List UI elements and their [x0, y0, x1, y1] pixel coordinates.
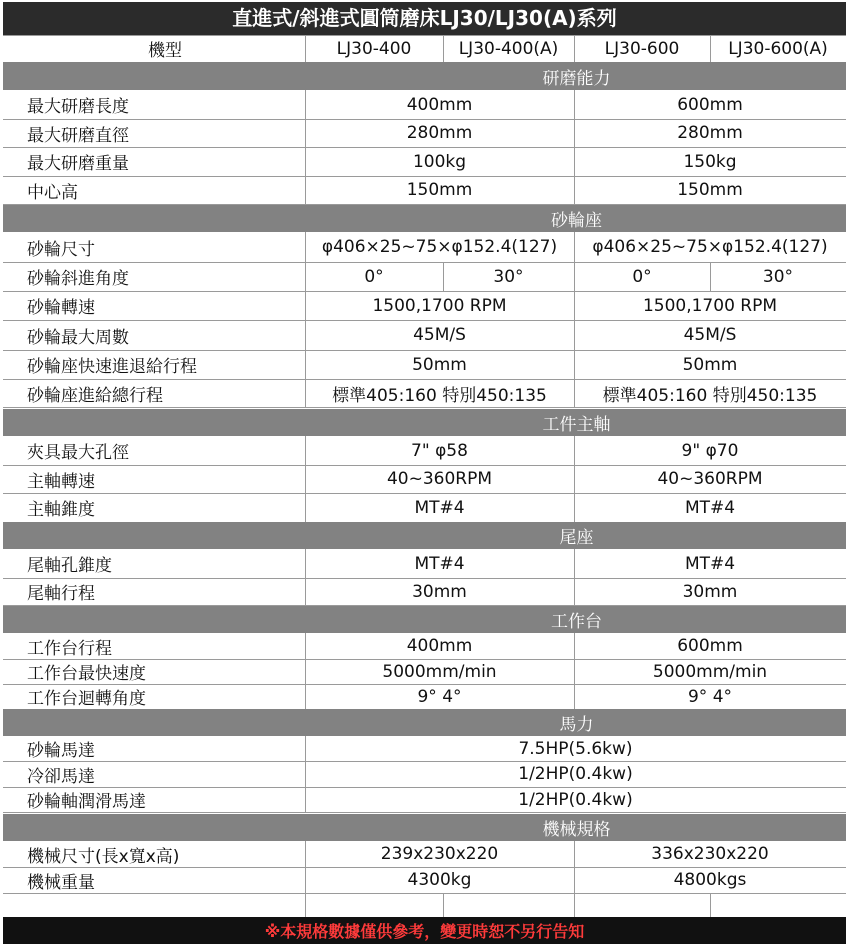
column-divider: [305, 684, 306, 709]
column-divider: [574, 465, 575, 493]
spec-label: 主軸錐度: [27, 500, 95, 520]
column-divider: [574, 147, 575, 176]
spec-value: 1/2HP(0.4kw): [518, 789, 633, 810]
column-divider: [574, 176, 575, 204]
spec-value: 0°: [364, 266, 384, 287]
spec-value-right: 9" φ70: [681, 440, 739, 461]
column-divider: [305, 841, 306, 867]
column-divider: [305, 176, 306, 204]
spec-value-right: 標準405:160 特別450:135: [602, 385, 818, 406]
column-divider: [305, 147, 306, 176]
spec-label: 機械重量: [27, 872, 95, 893]
spec-label: 最大研磨重量: [27, 154, 129, 174]
spec-value-left: 30mm: [412, 581, 467, 602]
spec-value-left: 4300kg: [407, 870, 472, 890]
column-divider: [574, 659, 575, 684]
disclaimer-footer: [3, 917, 846, 944]
disclaimer-text: ※本規格數據僅供參考，變更時恕不另行告知: [264, 922, 585, 941]
page-title: 直進式/斜進式圓筒磨床LJ30/LJ30(A)系列: [3, 2, 846, 35]
spec-value-left: 400mm: [406, 94, 473, 115]
spec-label: [27, 893, 303, 917]
spec-value-left: MT#4: [414, 497, 465, 518]
section-header: [3, 409, 846, 436]
model-name: LJ30-400(A): [458, 38, 559, 59]
column-divider: [574, 893, 575, 917]
spec-value: 1/2HP(0.4kw): [518, 764, 633, 784]
spec-value-left: 1500,1700 RPM: [372, 295, 507, 316]
spec-value: 0°: [632, 266, 652, 287]
spec-value-left: 100kg: [412, 151, 467, 172]
spec-value-right: φ406×25~75×φ152.4(127): [592, 237, 828, 257]
spec-value: 30°: [762, 266, 794, 287]
column-divider: [305, 379, 306, 407]
column-divider: [305, 578, 306, 605]
section-title: 砂輪座: [551, 211, 602, 231]
section-title: 工作台: [551, 612, 602, 632]
column-divider: [305, 90, 306, 119]
section-title: 工件主軸: [542, 415, 611, 435]
spec-value: [574, 893, 710, 917]
column-divider: [710, 893, 711, 917]
spec-value: 30°: [493, 266, 524, 287]
column-divider: [574, 684, 575, 709]
spec-label: 工作台迴轉角度: [27, 689, 146, 709]
column-divider: [574, 578, 575, 605]
spec-label: 砂輪尺寸: [27, 239, 95, 260]
spec-value-left: φ406×25~75×φ152.4(127): [321, 237, 558, 257]
spec-value-left: 9° 4°: [417, 686, 462, 707]
section-header: [3, 205, 846, 232]
column-divider: [305, 633, 306, 659]
row-divider: [3, 407, 846, 408]
section-title: 馬力: [559, 715, 594, 735]
column-divider: [574, 291, 575, 320]
spec-label: 砂輪馬達: [27, 741, 95, 761]
column-divider: [305, 436, 306, 465]
spec-label: 工作台行程: [27, 638, 112, 659]
spec-value-right: 150kg: [683, 151, 737, 172]
column-divider: [305, 659, 306, 684]
column-divider: [305, 736, 306, 761]
header-label: 機型: [148, 41, 182, 61]
section-header: [3, 522, 846, 549]
column-divider: [574, 320, 575, 350]
column-divider: [305, 761, 306, 787]
spec-label: 砂輪最大周數: [27, 327, 129, 348]
spec-label: 砂輪斜進角度: [27, 269, 129, 289]
spec-label: 最大研磨長度: [27, 97, 129, 117]
spec-value-right: 4800kgs: [673, 870, 747, 890]
spec-value: [305, 893, 443, 917]
spec-label: 砂輪轉速: [27, 298, 95, 318]
column-divider: [574, 549, 575, 578]
spec-label: 砂輪座進給總行程: [27, 385, 163, 406]
spec-value: 7.5HP(5.6kw): [518, 738, 633, 759]
spec-value: [443, 893, 574, 917]
spec-label: 冷卻馬達: [27, 766, 95, 787]
column-divider: [305, 350, 306, 379]
column-divider: [574, 493, 575, 522]
spec-value-right: 280mm: [677, 123, 743, 143]
column-divider: [443, 35, 444, 62]
column-divider: [574, 350, 575, 379]
section-header: [3, 606, 846, 633]
column-divider: [574, 35, 575, 62]
column-divider: [305, 465, 306, 493]
spec-value-right: 40~360RPM: [657, 469, 763, 489]
spec-label: 砂輪軸潤滑馬達: [27, 792, 146, 812]
spec-value-right: 9° 4°: [687, 686, 733, 707]
spec-value-right: 336x230x220: [651, 844, 769, 864]
spec-value-left: 45M/S: [413, 325, 466, 345]
column-divider: [305, 262, 306, 291]
spec-value-left: 7" φ58: [411, 440, 468, 461]
spec-value-left: 400mm: [406, 636, 473, 656]
spec-value-left: 5000mm/min: [382, 661, 497, 682]
spec-value-right: 600mm: [677, 636, 743, 656]
spec-value-left: 標準405:160 特別450:135: [332, 385, 547, 406]
spec-value-left: 239x230x220: [380, 844, 499, 864]
spec-value-left: 40~360RPM: [386, 469, 493, 489]
column-divider: [574, 262, 575, 291]
column-divider: [443, 893, 444, 917]
column-divider: [574, 633, 575, 659]
row-divider: [3, 812, 846, 813]
spec-label: 機械尺寸(長x寬x高): [27, 846, 180, 867]
column-divider: [574, 867, 575, 893]
spec-value-left: 150mm: [406, 180, 473, 200]
model-name: LJ30-400: [336, 38, 412, 59]
column-divider: [305, 232, 306, 262]
spec-label: 夾具最大孔徑: [27, 443, 129, 463]
section-title: 尾座: [559, 528, 594, 548]
column-divider: [305, 787, 306, 812]
spec-value-right: 5000mm/min: [652, 661, 768, 682]
spec-value-right: MT#4: [684, 553, 736, 574]
spec-value-right: 150mm: [677, 180, 743, 200]
column-divider: [574, 119, 575, 147]
spec-value-right: 600mm: [677, 94, 743, 115]
column-divider: [305, 893, 306, 917]
column-divider: [305, 291, 306, 320]
section-header: [3, 814, 846, 841]
column-divider: [710, 262, 711, 291]
column-divider: [305, 35, 306, 62]
column-divider: [574, 841, 575, 867]
column-divider: [574, 379, 575, 407]
spec-label: 尾軸行程: [27, 584, 95, 604]
spec-value: [710, 893, 846, 917]
column-divider: [305, 867, 306, 893]
model-name: LJ30-600: [604, 38, 680, 59]
section-header: [3, 62, 846, 90]
spec-value-right: 1500,1700 RPM: [642, 295, 778, 316]
column-divider: [574, 232, 575, 262]
section-title: 研磨能力: [542, 68, 611, 89]
column-divider: [710, 35, 711, 62]
section-header: [3, 709, 846, 736]
spec-value-right: MT#4: [684, 497, 736, 518]
spec-value-right: 30mm: [682, 581, 738, 602]
column-divider: [305, 493, 306, 522]
spec-label: 中心高: [27, 182, 78, 203]
spec-label: 工作台最快速度: [27, 664, 146, 684]
spec-label: 最大研磨直徑: [27, 125, 129, 146]
spec-value-right: 45M/S: [683, 325, 737, 345]
column-divider: [574, 436, 575, 465]
column-divider: [305, 320, 306, 350]
spec-label: 主軸轉速: [27, 471, 95, 492]
spec-value-left: MT#4: [414, 553, 465, 574]
spec-label: 尾軸孔錐度: [27, 556, 112, 576]
spec-value-left: 50mm: [412, 354, 467, 375]
spec-label: 砂輪座快速進退給行程: [27, 357, 197, 377]
spec-value-right: 50mm: [682, 354, 738, 375]
column-divider: [305, 119, 306, 147]
column-divider: [574, 90, 575, 119]
section-title: 機械規格: [542, 820, 611, 840]
spec-value-left: 280mm: [406, 123, 473, 143]
model-name: LJ30-600(A): [728, 38, 828, 59]
column-divider: [443, 262, 444, 291]
column-divider: [305, 549, 306, 578]
